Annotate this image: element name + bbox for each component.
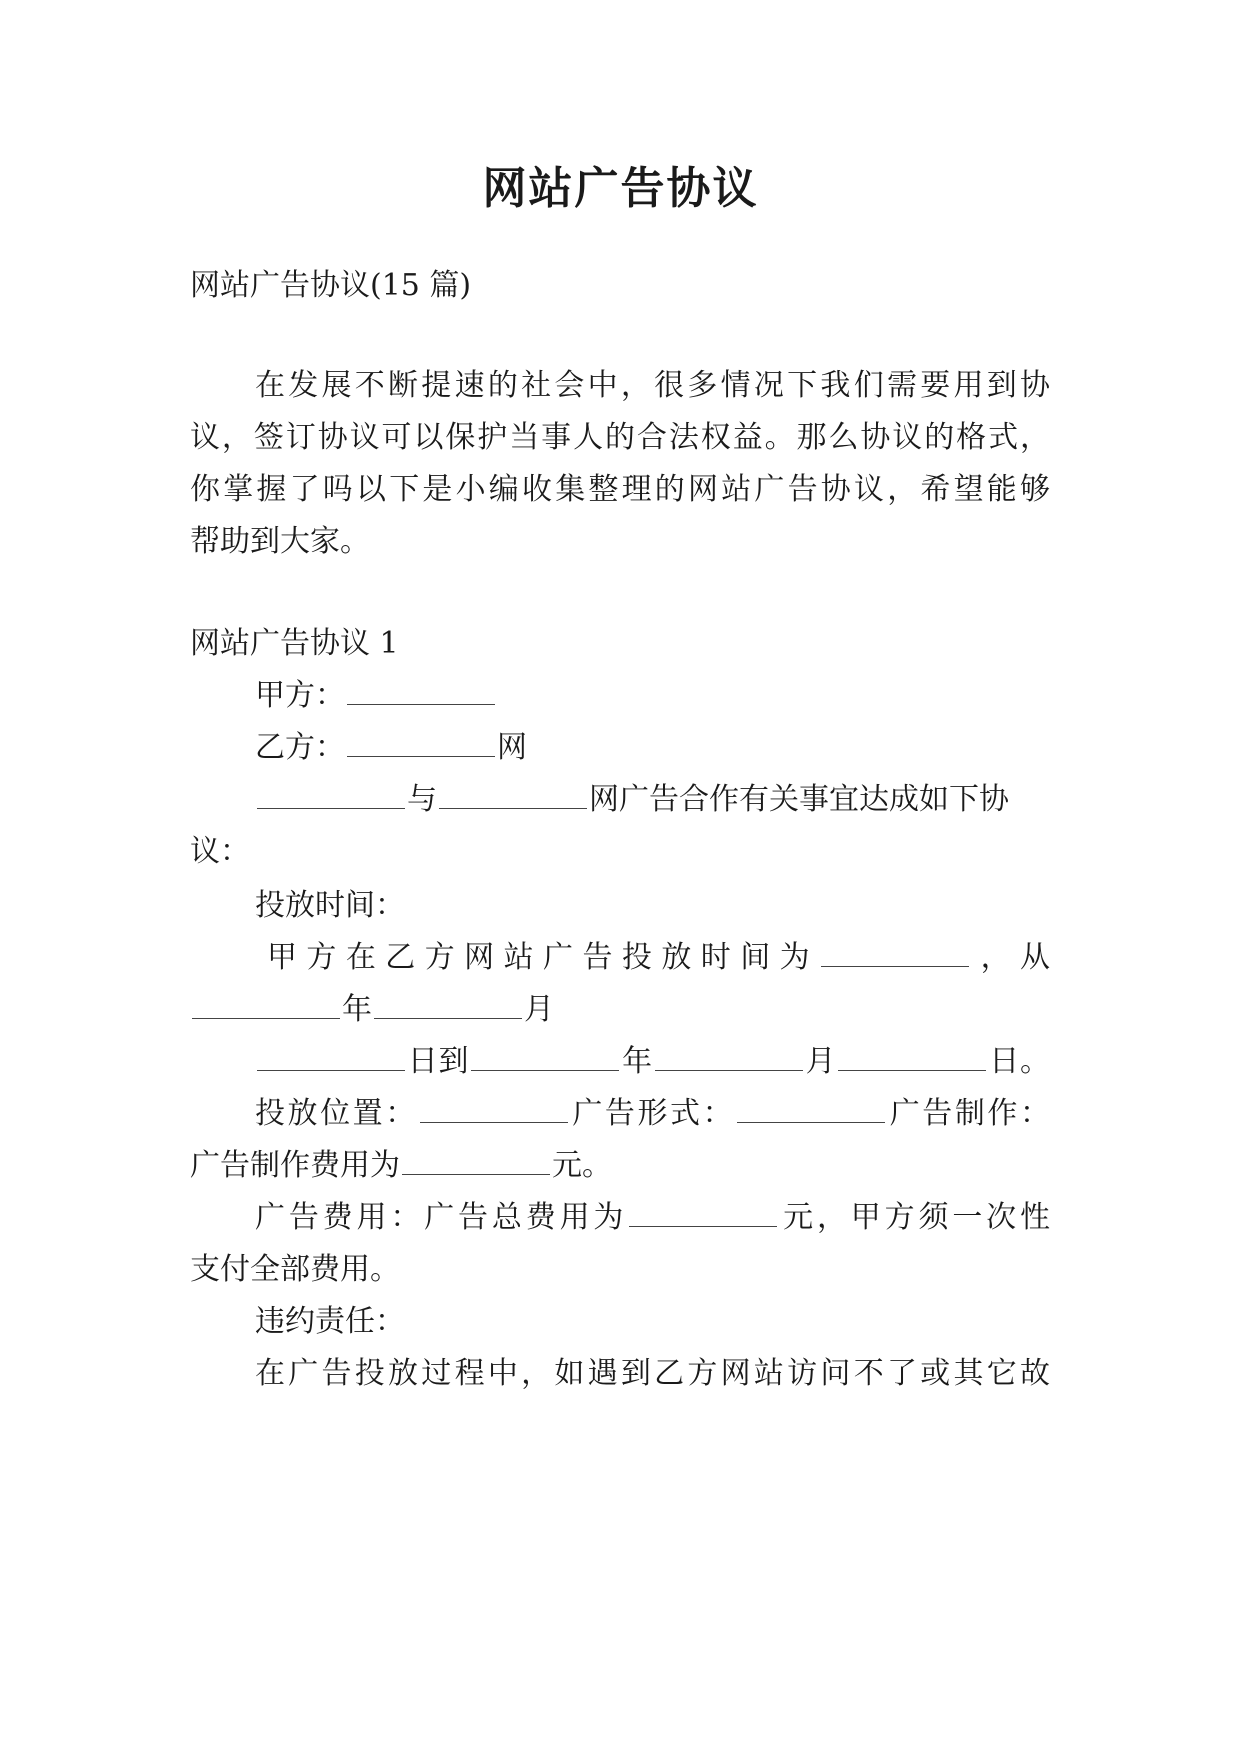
make-cost-blank	[402, 1152, 550, 1175]
intro-line-4: 帮助到大家。	[190, 524, 370, 559]
liability-heading: 违约责任：	[255, 1304, 405, 1339]
make-cost-text: 广告制作费用为	[190, 1148, 400, 1183]
start-day-blank	[257, 1048, 405, 1071]
make-label: 广告制作：	[887, 1096, 1050, 1131]
intro-line-2: 议，签订协议可以保护当事人的合法权益。那么协议的格式，	[190, 420, 1050, 455]
time-text: 甲方在乙方网站广告投放时间为	[267, 940, 820, 975]
party-b-suffix: 网	[497, 730, 527, 765]
time-heading: 投放时间：	[255, 888, 405, 923]
agreement-line	[255, 780, 1050, 820]
agree-blank-1	[257, 786, 405, 809]
make-cost-line	[190, 1146, 1050, 1186]
document-title: 网站广告协议	[482, 163, 759, 214]
form-label: 广告形式：	[569, 1096, 736, 1131]
intro-line-1: 在发展不断提速的社会中，很多情况下我们需要用到协	[255, 368, 1050, 403]
end-year-blank	[471, 1048, 619, 1071]
agreement-end: 议：	[190, 834, 250, 869]
agree-tail-text: 网广告合作有关事宜达成如下协	[589, 782, 1009, 817]
month-text: 月	[524, 992, 554, 1027]
time-line-1	[255, 938, 1050, 978]
position-label: 投放位置：	[255, 1096, 418, 1131]
party-b-line	[255, 728, 1050, 768]
end-day-blank	[838, 1048, 986, 1071]
fee-line-1	[255, 1198, 1050, 1238]
subtitle: 网站广告协议(15 篇)	[190, 268, 472, 303]
position-line	[255, 1094, 1050, 1134]
start-year-blank	[192, 996, 340, 1019]
liability-line-1: 在广告投放过程中，如遇到乙方网站访问不了或其它故	[255, 1356, 1050, 1391]
time-blank	[821, 944, 969, 967]
form-blank	[737, 1100, 885, 1123]
party-b-blank	[347, 734, 495, 757]
fee-text: 广告费用：广告总费用为	[255, 1200, 628, 1235]
party-a-blank	[347, 682, 495, 705]
day-end-text: 日。	[988, 1044, 1051, 1079]
year2-text: 年	[621, 1044, 653, 1079]
yuan-end-text: 元。	[552, 1148, 612, 1183]
fee-blank	[629, 1204, 777, 1227]
time-line-3	[255, 1042, 1050, 1082]
agree-blank-2	[439, 786, 587, 809]
time-line-2	[190, 990, 1050, 1030]
day-to-text: 日到	[407, 1044, 470, 1079]
year-text: 年	[342, 992, 372, 1027]
fee-tail-text: 元，甲方须一次性	[779, 1200, 1051, 1235]
fee-line-2: 支付全部费用。	[190, 1252, 400, 1287]
position-blank	[420, 1100, 568, 1123]
time-from-text: ，从	[971, 940, 1050, 975]
section-heading: 网站广告协议 1	[190, 626, 399, 661]
party-a-line	[255, 676, 1050, 716]
intro-line-3: 你掌握了吗以下是小编收集整理的网站广告协议，希望能够	[190, 472, 1050, 507]
month2-text: 月	[804, 1044, 837, 1079]
party-a-label: 甲方：	[255, 678, 345, 713]
agree-mid-text: 与	[407, 782, 437, 817]
start-month-blank	[374, 996, 522, 1019]
end-month-blank	[655, 1048, 803, 1071]
party-b-label: 乙方：	[255, 730, 345, 765]
